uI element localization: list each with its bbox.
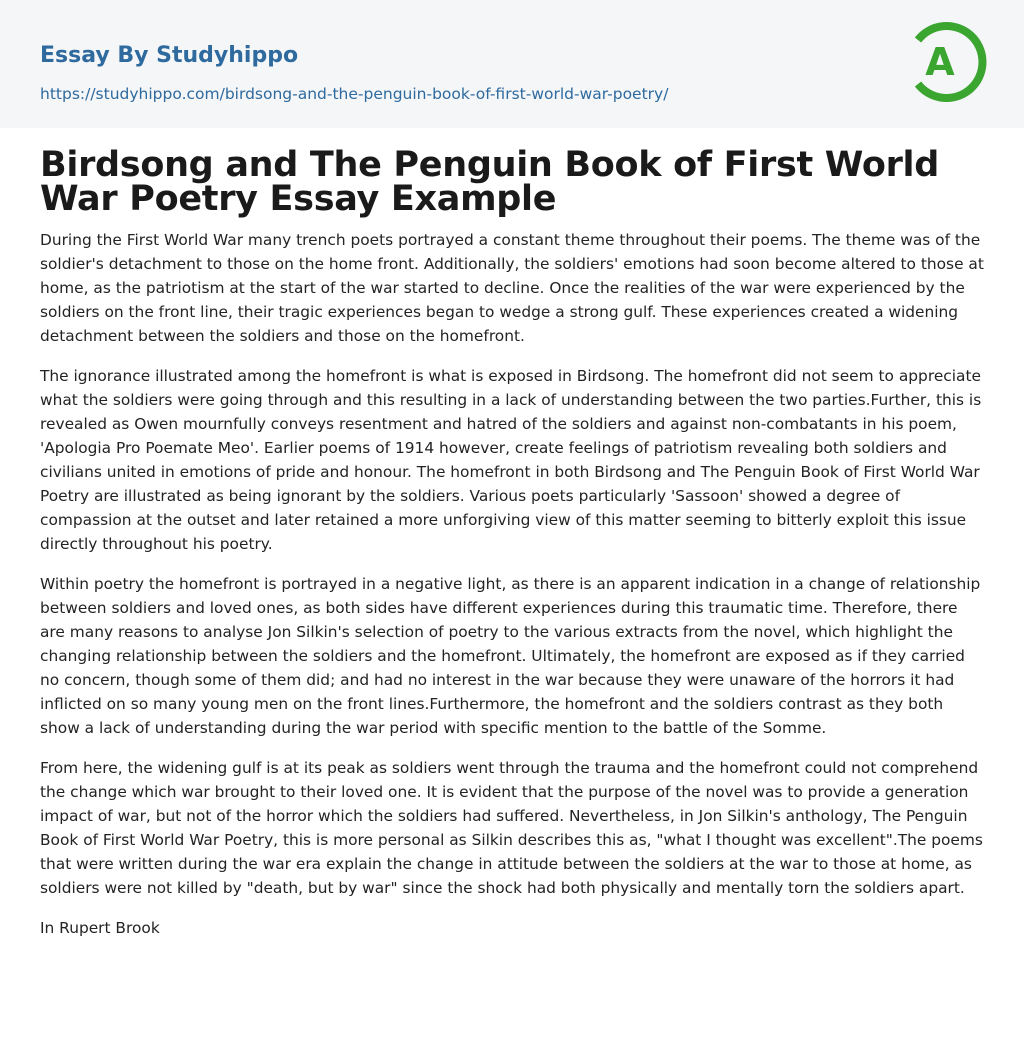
article (40, 145, 986, 956)
studyhippo-logo-icon[interactable] (912, 18, 988, 106)
source-url-link[interactable]: https://studyhippo.com/birdsong-and-the-penguin-book-of-first-world-war-poetry/ (40, 85, 669, 103)
article-paragraph-truncated: In Rupert Brook (40, 919, 160, 937)
site-header (0, 0, 1024, 128)
article-title: Birdsong and The Penguin Book of First World War Poetry Essay Example (40, 145, 940, 219)
site-brand[interactable]: Essay By Studyhippo (40, 43, 299, 68)
article-paragraph: During the First World War many trench poets portrayed a constant theme throughout their poems. The theme was of the soldier's detachment to those on the home front. Additionally, the soldiers' emotions had soon become altered to those at home, as the patriotism at the start of the war started to decline. Once the realities of the war were experienced by the soldiers on the front line, their tragic experiences began to wedge a strong gulf. These experiences created a widening detachment between the soldiers and those on the homefront. (40, 231, 984, 345)
article-paragraph: The ignorance illustrated among the homefront is what is exposed in Birdsong. The homefront did not seem to appreciate what the soldiers were going through and this resulting in a lack of understanding between the two parties.Further, this is revealed as Owen mournfully conveys resentment and hatred of the soldiers and against non-combatants in his poem, 'Apologia Pro Poemate Meo'. Earlier poems of 1914 however, create feelings of patriotism revealing both soldiers and civilians united in emotions of pride and honour. The homefront in both Birdsong and The Penguin Book of First World War Poetry are illustrated as being ignorant by the soldiers. Various poets particularly 'Sassoon' showed a degree of compassion at the outset and later retained a more unforgiving view of this matter seeming to bitterly exploit this issue directly throughout his poetry. (40, 367, 982, 553)
article-paragraph: Within poetry the homefront is portrayed in a negative light, as there is an apparent indication in a change of relationship between soldiers and loved ones, as both sides have different experiences during this traumatic time. Therefore, there are many reasons to analyse Jon Silkin's selection of poetry to the various extracts from the novel, which highlight the changing relationship between the soldiers and the homefront. Ultimately, the homefront are exposed as if they carried no concern, though some of them did; and had no interest in the war because they were unaware of the horrors it had inflicted on so many young men on the front lines.Furthermore, the homefront and the soldiers contrast as they both show a lack of understanding during the war period with specific mention to the battle of the Somme. (40, 575, 981, 737)
logo-letter: A (925, 40, 955, 84)
article-paragraph: From here, the widening gulf is at its peak as soldiers went through the trauma and the homefront could not comprehend the change which war brought to their loved one. It is evident that the purpose of the novel was to provide a generation impact of war, but not of the horror which the soldiers had suffered. Nevertheless, in Jon Silkin's anthology, The Penguin Book of First World War Poetry, this is more personal as Silkin describes this as, "what I thought was excellent".The poems that were written during the war era explain the change in attitude between the soldiers at the war to those at home, as soldiers were not killed by "death, but by war" since the shock had both physically and mentally torn the soldiers apart. (40, 759, 983, 897)
